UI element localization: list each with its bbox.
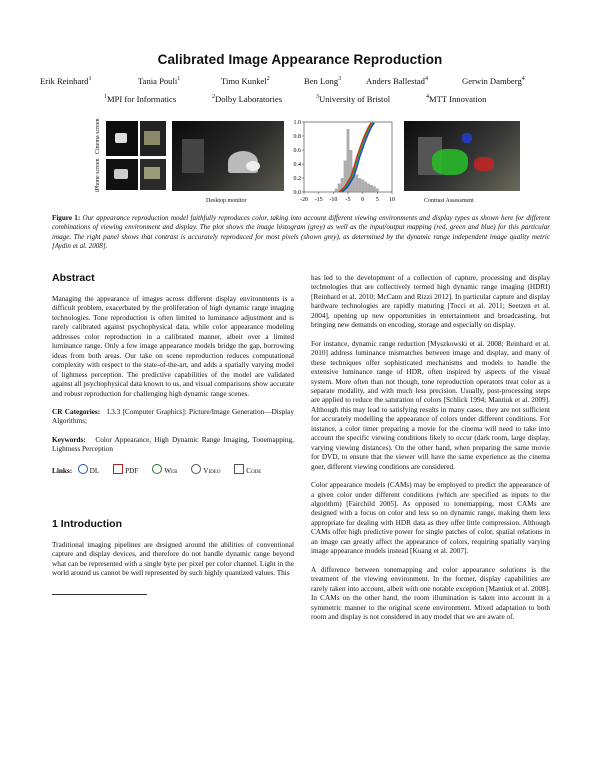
teaser-figure: [88, 118, 528, 208]
abstract-column: [52, 295, 294, 485]
cr-categories: CR Categories: I.3.3 [Computer Graphics]: Picture/Image Generation—Display Algorithms;: [52, 407, 294, 426]
paper-title: Calibrated Image Appearance Reproduction: [157, 52, 443, 67]
histogram-bar: [335, 189, 338, 193]
right-paragraph-3: Color appearance models (CAMs) may be employed to predict the appearance of a given color under different conditions (which are specified as inputs to the algorithm) [Fairchild 2005]. As opposed to tonemapping, most CAMs are designed with a focus on color and less so on dynamic range, making them less appropriate for dealing with HDR data as they offer little compression. Although CAMs offer high predictive power for single patches of color, spatial relations in an image can greatly affect the appearance of colors, requiring spatially varying image appearance models instead [Kuang et al. 2007].: [311, 481, 550, 556]
histogram-bar: [349, 150, 352, 192]
histogram-bar: [367, 184, 370, 192]
y-tick-label: 0.2: [293, 176, 301, 182]
keywords: Keywords: Color Appearance, High Dynamic Range Imaging, Tonemapping, Lightness Perception: [52, 435, 294, 454]
x-tick-label: -15: [314, 197, 323, 203]
histogram-bar: [364, 182, 367, 193]
link-web[interactable]: Web: [152, 467, 177, 475]
author: Timo Kunkel$^2$: [221, 76, 270, 86]
histogram-bar: [373, 186, 376, 192]
iphone-photo-2: [140, 159, 166, 190]
x-tick-label: 0: [361, 197, 365, 203]
affiliation: $^2$Dolby Laboratories: [212, 94, 283, 104]
row-label-cinema: Cinema screen: [95, 118, 101, 154]
figure-caption: Figure 1: Our appearance reproduction model faithfully reproduces color, taking into account different viewing environments and display types as shown here for different combinations of viewing environment and display. The plot shows the image histogram (grey) as well as the input/output mapping (red, green and blue) for this particular image. The right panel shows that contrast is accurately reproduced for most pixels (shown grey), as determined by the dynamic range independent image quality metric [Aydin et al. 2008].: [52, 214, 550, 251]
link-video[interactable]: Video: [191, 467, 220, 475]
x-tick-label: 5: [375, 197, 379, 203]
author: Tania Pouli$^1$: [138, 76, 181, 86]
histogram-bar: [376, 189, 379, 193]
y-tick-label: 0.4: [293, 162, 301, 168]
abstract-text: Managing the appearance of images across different display environments is a difficult problem, exacerbated by the proliferation of high dynamic range imaging technologies. Tone reproduction is often limited to luminance adjustment and is rarely calibrated against psychophysical data, while color appearance modeling addresses color reproduction in a calibrated manner, albeit over a limited luminance range. Only a few image appearance models bridge the gap, borrowing ideas from both areas. Our take on scene reproduction reduces computational complexity with respect to the state-of-the-art, and adds a spatially varying model of lightness perception. The predictive capabilities of the model are validated against all psychophysical data known to us, and visual comparisons show accurate and robust reproduction for challenging high dynamic range scenes.: [52, 295, 295, 398]
right-column: [311, 274, 550, 631]
desktop-monitor-photo: [172, 121, 284, 191]
desktop-monitor-label: Desktop monitor: [206, 198, 247, 204]
row-label-iphone: iPhone screen: [95, 158, 101, 192]
cinema-photo-1: [106, 121, 138, 156]
contrast-assessment-photo: [404, 121, 520, 191]
y-tick-label: 0.8: [293, 134, 301, 140]
affiliation: $^3$University of Bristol: [316, 94, 391, 104]
video-icon: [191, 464, 201, 474]
x-tick-label: 10: [389, 197, 395, 203]
author: Erik Reinhard$^1$: [40, 76, 92, 86]
iphone-photo-1: [106, 159, 138, 190]
x-tick-label: -20: [300, 197, 308, 203]
affiliation: $^4$MTT Innovation: [426, 94, 487, 104]
y-tick-label: 1.0: [293, 120, 301, 126]
author: Anders Ballestad$^4$: [366, 76, 428, 86]
x-tick-label: -10: [329, 197, 338, 203]
right-paragraph-4: A difference between tonemapping and color appearance solutions is the treatment of the viewing environment. In the former, display capabilities are rarely taken into account, albeit with one notable exception [Mantiuk et al. 2008]. In CAMs on the other hand, the room illumination is taken into account in a symmetric manner to the original scene environment. Mixed adaptation to both room and display is not considered in any model that we are aware of.: [311, 565, 550, 621]
code-icon: [234, 464, 244, 474]
y-tick-label: 0.6: [293, 148, 301, 154]
author: Gerwin Damberg$^4$: [462, 76, 525, 86]
tone-mapping-chart: [284, 118, 396, 208]
link-code[interactable]: Code: [234, 467, 261, 475]
introduction-column: [52, 541, 294, 588]
links-row: Links: DL PDF Web Video Code: [52, 464, 294, 476]
x-tick-label: -5: [345, 197, 351, 203]
pdf-icon: [113, 464, 123, 474]
histogram-bar: [355, 175, 358, 193]
histogram-bar: [358, 178, 361, 192]
contrast-assessment-label: Contrast Assessment: [424, 198, 474, 204]
dl-icon: [78, 464, 88, 474]
web-icon: [152, 464, 162, 474]
right-paragraph-1: has led to the development of a collection of capture, processing and display technologies that are collectively termed high dynamic range imaging (HDRI) [Reinhard et al. 2010; McCann and Rizzi 2012]. In particular capture and display hardware technologies are rapidly maturing [Tocci et al. 2011; Seetzen et al. 2004], opening up new opportunities in entertainment and broadcasting, but bringing new demands on encoding, storage and especially on display.: [311, 274, 550, 330]
abstract-heading: Abstract: [52, 272, 95, 284]
link-dl[interactable]: DL: [78, 467, 100, 475]
y-tick-label: 0.0: [293, 190, 301, 196]
author: Ben Long$^3$: [304, 76, 342, 86]
introduction-heading: 1 Introduction: [52, 518, 122, 530]
affiliation: $^1$MPI for Informatics: [104, 94, 177, 104]
histogram-bar: [370, 185, 373, 192]
footnote-rule: [52, 594, 147, 595]
intro-paragraph: Traditional imaging pipelines are designed around the abilities of conventional capture and display devices, and therefore do not handle dynamic range beyond what can be represented with a single byte per pixel per color channel. Light in the world around us cannot be well represented by such highly quantized values. This: [52, 541, 294, 578]
link-pdf[interactable]: PDF: [113, 467, 138, 475]
right-paragraph-2: For instance, dynamic range reduction [Myszkowski et al. 2008; Reinhard et al. 2010] address luminance mismatches between image and display, and many of these techniques offer sophisticated mechanisms and models to handle the extensive luminance range of HDR, often inspired by aspects of the visual system. More often than not though, tone reproduction operators treat color as a separate modality, and with much less precision. Usually, post-processing steps are applied to reduce the saturation of colors [Schlick 1994; Mantiuk et al. 2009]. Although this may lead to satisfying results in many cases, they are not sufficient for accurately modelling the appearance of colors under different conditions. For instance, a color timer preparing a movie for the cinema will need to take into account the specific viewing conditions likely to occur (dark room, large display, varying viewing distances). On the other hand, when preparing the same movie for DVD, to ensure that the viewer will have the same experience as the cinema goer, different viewing conditions are considered.: [311, 339, 550, 471]
histogram-bar: [361, 179, 364, 192]
cinema-photo-2: [140, 121, 166, 156]
